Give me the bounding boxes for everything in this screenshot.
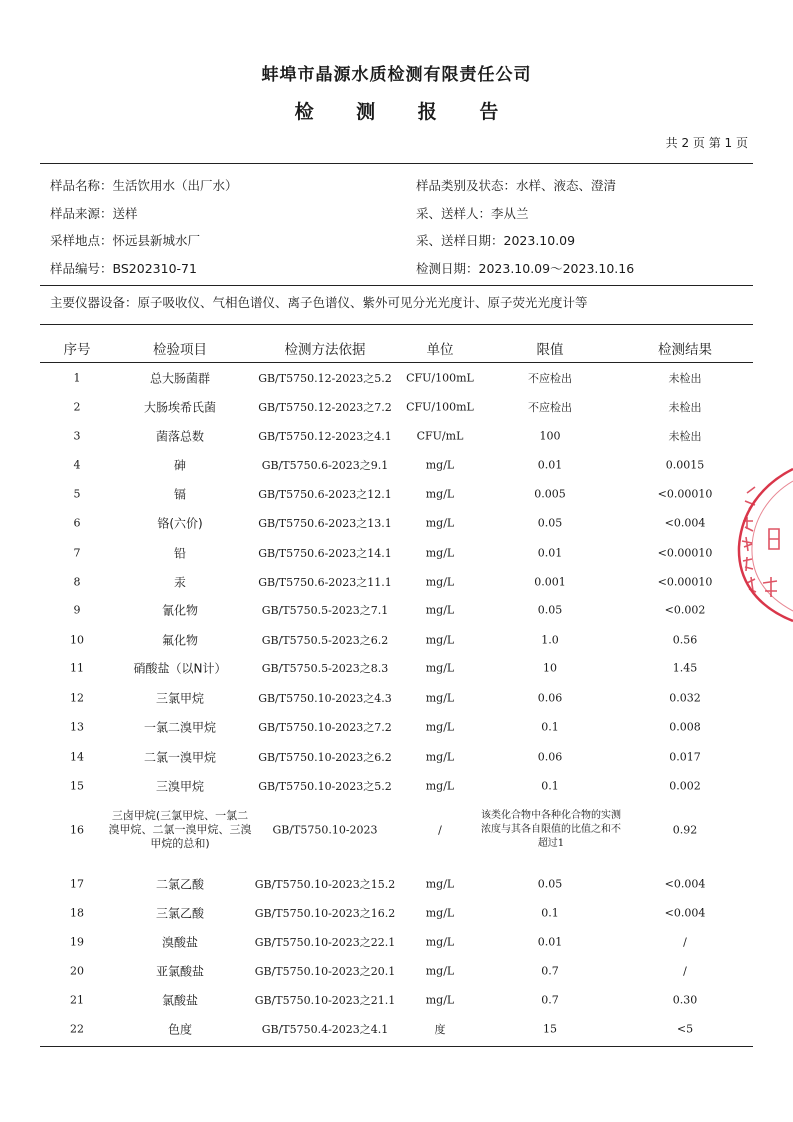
- cell-limit: 0.06: [537, 750, 563, 764]
- cell-item: 亚氯酸盐: [155, 964, 204, 979]
- cell-unit: /: [438, 823, 442, 837]
- location-value: 怀远县新城水厂: [112, 233, 201, 248]
- source-row: [50, 204, 138, 222]
- sample-type-label: 样品类别及状态：: [416, 178, 517, 193]
- cell-result: 0.0015: [665, 458, 705, 472]
- cell-index: 21: [70, 993, 84, 1007]
- red-seal-stamp: [733, 465, 793, 625]
- cell-limit: 10: [543, 661, 557, 675]
- sample-type-value: 水样、液态、澄清: [516, 178, 617, 193]
- send-date-label: 采、送样日期：: [416, 233, 504, 248]
- cell-limit: 100: [539, 429, 561, 443]
- cell-index: 11: [70, 661, 84, 675]
- cell-item: 三溴甲烷: [155, 779, 204, 794]
- cell-index: 6: [73, 516, 81, 530]
- cell-method: GB/T5750.10-2023之15.2: [254, 878, 396, 891]
- cell-item: 铬(六价): [157, 516, 203, 531]
- cell-limit: 0.7: [541, 964, 559, 978]
- cell-method: GB/T5750.6-2023之12.1: [258, 488, 392, 501]
- divider-table-top: [40, 324, 753, 325]
- send-date-value: 2023.10.09: [503, 233, 576, 248]
- cell-limit: 0.1: [541, 906, 559, 920]
- cell-index: 15: [70, 779, 84, 793]
- divider-header: [40, 362, 753, 363]
- header-result: 检测结果: [658, 342, 712, 358]
- cell-item: 三卤甲烷(三氯甲烷、一氯二溴甲烷、二氯一溴甲烷、三溴甲烷的总和): [108, 809, 252, 850]
- cell-result: 0.032: [669, 691, 701, 705]
- cell-item: 氟化物: [161, 633, 198, 648]
- send-date-row: [416, 231, 575, 249]
- cell-item: 铅: [173, 546, 186, 561]
- cell-method: GB/T5750.6-2023之11.1: [258, 576, 392, 589]
- cell-index: 20: [70, 964, 84, 978]
- cell-unit: 度: [434, 1023, 446, 1036]
- cell-limit: 1.0: [541, 633, 559, 647]
- header-limit: 限值: [536, 342, 564, 358]
- cell-method: GB/T5750.5-2023之7.1: [261, 604, 389, 617]
- cell-result: 0.017: [669, 750, 701, 764]
- cell-item: 二氯乙酸: [155, 877, 204, 892]
- cell-method: GB/T5750.10-2023之20.1: [254, 965, 396, 978]
- sender-value: 李从兰: [491, 206, 529, 221]
- cell-unit: mg/L: [425, 964, 455, 978]
- cell-result: 0.008: [669, 720, 701, 734]
- cell-method: GB/T5750.12-2023之5.2: [258, 372, 392, 385]
- header-index: 序号: [63, 342, 91, 358]
- cell-unit: mg/L: [425, 877, 455, 891]
- cell-result: 1.45: [672, 661, 698, 675]
- cell-index: 8: [73, 575, 81, 589]
- cell-index: 18: [70, 906, 84, 920]
- cell-unit: CFU/mL: [416, 429, 464, 443]
- equipment-line: 主要仪器设备：原子吸收仪、气相色谱仪、离子色谱仪、紫外可见分光光度计、原子荧光光度计等: [50, 295, 588, 310]
- cell-limit: 0.06: [537, 691, 563, 705]
- cell-item: 三氯甲烷: [155, 691, 204, 706]
- cell-unit: mg/L: [425, 487, 455, 501]
- cell-result: 0.002: [669, 779, 701, 793]
- cell-result: 0.56: [672, 633, 698, 647]
- cell-item: 菌落总数: [155, 429, 204, 444]
- sample-name-label: 样品名称：: [50, 178, 113, 193]
- divider-info: [40, 285, 753, 286]
- test-date-value: 2023.10.09～2023.10.16: [478, 261, 635, 276]
- cell-result: <0.002: [664, 603, 706, 617]
- sample-type-row: [416, 176, 616, 194]
- cell-limit: 0.7: [541, 993, 559, 1007]
- cell-result: /: [683, 964, 687, 978]
- cell-index: 16: [70, 823, 84, 837]
- cell-method: GB/T5750.6-2023之9.1: [261, 459, 389, 472]
- cell-limit: 0.001: [534, 575, 566, 589]
- cell-method: GB/T5750.10-2023之5.2: [258, 780, 392, 793]
- cell-unit: mg/L: [425, 516, 455, 530]
- cell-index: 9: [73, 603, 81, 617]
- cell-result: <0.004: [664, 516, 706, 530]
- cell-method: GB/T5750.5-2023之6.2: [261, 634, 389, 647]
- cell-unit: CFU/100mL: [406, 371, 474, 385]
- cell-method: GB/T5750.12-2023之4.1: [258, 430, 392, 443]
- cell-index: 22: [70, 1022, 84, 1036]
- cell-limit: 不应检出: [528, 401, 572, 414]
- cell-index: 2: [73, 400, 81, 414]
- cell-result: 0.92: [672, 823, 698, 837]
- cell-item: 汞: [173, 575, 186, 590]
- cell-item: 溴酸盐: [161, 935, 198, 950]
- cell-item: 氰化物: [161, 603, 198, 618]
- cell-unit: mg/L: [425, 633, 455, 647]
- cell-result: /: [683, 935, 687, 949]
- cell-unit: mg/L: [425, 575, 455, 589]
- cell-item: 一氯二溴甲烷: [143, 720, 216, 735]
- cell-item: 镉: [173, 487, 186, 502]
- cell-unit: mg/L: [425, 935, 455, 949]
- cell-result: 未检出: [668, 401, 702, 414]
- cell-limit: 0.05: [537, 603, 563, 617]
- cell-method: GB/T5750.5-2023之8.3: [261, 662, 389, 675]
- sender-label: 采、送样人：: [416, 206, 492, 221]
- cell-method: GB/T5750.6-2023之14.1: [258, 547, 392, 560]
- cell-method: GB/T5750.10-2023之4.3: [258, 692, 392, 705]
- cell-unit: mg/L: [425, 906, 455, 920]
- sample-no-row: [50, 259, 197, 277]
- cell-limit: 0.01: [537, 458, 563, 472]
- sender-row: [416, 204, 529, 222]
- cell-result: <5: [676, 1022, 694, 1036]
- cell-index: 10: [70, 633, 84, 647]
- cell-unit: mg/L: [425, 661, 455, 675]
- header-method: 检测方法依据: [284, 342, 366, 358]
- source-value: 送样: [112, 206, 138, 221]
- sample-no-value: BS202310-71: [112, 261, 197, 276]
- cell-unit: CFU/100mL: [406, 400, 474, 414]
- cell-item: 二氯一溴甲烷: [143, 750, 216, 765]
- cell-method: GB/T5750.10-2023之7.2: [258, 721, 392, 734]
- cell-result: <0.00010: [657, 487, 713, 501]
- cell-result: <0.004: [664, 877, 706, 891]
- cell-unit: mg/L: [425, 691, 455, 705]
- cell-index: 4: [73, 458, 81, 472]
- cell-unit: mg/L: [425, 546, 455, 560]
- cell-limit: 15: [543, 1022, 557, 1036]
- cell-result: 未检出: [668, 372, 702, 385]
- cell-limit: 0.1: [541, 720, 559, 734]
- cell-method: GB/T5750.10-2023: [272, 823, 378, 837]
- sample-name-row: [50, 176, 238, 194]
- cell-item: 三氯乙酸: [155, 906, 204, 921]
- divider-table-bottom: [40, 1046, 753, 1047]
- cell-method: GB/T5750.10-2023之21.1: [254, 994, 396, 1007]
- header-unit: 单位: [426, 342, 454, 358]
- cell-unit: mg/L: [425, 993, 455, 1007]
- cell-limit: 0.01: [537, 546, 563, 560]
- cell-item: 砷: [173, 458, 186, 473]
- cell-index: 13: [70, 720, 84, 734]
- company-name: 蚌埠市晶源水质检测有限责任公司: [261, 65, 532, 85]
- cell-limit: 0.1: [541, 779, 559, 793]
- cell-method: GB/T5750.10-2023之6.2: [258, 751, 392, 764]
- cell-result: 未检出: [668, 430, 702, 443]
- cell-limit: 0.05: [537, 877, 563, 891]
- cell-limit: 0.005: [534, 487, 566, 501]
- cell-result: <0.00010: [657, 546, 713, 560]
- cell-index: 7: [73, 546, 81, 560]
- test-date-row: [416, 259, 634, 277]
- cell-index: 14: [70, 750, 84, 764]
- page-number: 共 2 页 第 1 页: [665, 136, 748, 150]
- divider-top: [40, 163, 753, 164]
- cell-unit: mg/L: [425, 458, 455, 472]
- cell-index: 12: [70, 691, 84, 705]
- cell-limit: 不应检出: [528, 372, 572, 385]
- cell-limit: 0.05: [537, 516, 563, 530]
- cell-item: 总大肠菌群: [149, 371, 210, 386]
- cell-unit: mg/L: [425, 779, 455, 793]
- location-row: [50, 231, 200, 249]
- cell-limit: 0.01: [537, 935, 563, 949]
- cell-item: 硝酸盐（以N计）: [133, 661, 227, 676]
- cell-index: 5: [73, 487, 81, 501]
- cell-method: GB/T5750.4-2023之4.1: [261, 1023, 389, 1036]
- source-label: 样品来源：: [50, 206, 113, 221]
- cell-unit: mg/L: [425, 603, 455, 617]
- sample-name-value: 生活饮用水（出厂水）: [112, 178, 238, 193]
- header-item: 检验项目: [153, 342, 207, 358]
- sample-no-label: 样品编号：: [50, 261, 113, 276]
- cell-method: GB/T5750.12-2023之7.2: [258, 401, 392, 414]
- cell-index: 3: [73, 429, 81, 443]
- report-title: 检 测 报 告: [294, 101, 517, 123]
- cell-result: <0.004: [664, 906, 706, 920]
- cell-result: <0.00010: [657, 575, 713, 589]
- cell-index: 1: [73, 371, 81, 385]
- test-date-label: 检测日期：: [416, 261, 479, 276]
- cell-item: 色度: [167, 1022, 192, 1037]
- cell-index: 17: [70, 877, 84, 891]
- cell-method: GB/T5750.10-2023之16.2: [254, 907, 396, 920]
- cell-limit: 该类化合物中各种化合物的实测浓度与其各自限值的比值之和不超过1: [481, 810, 621, 849]
- cell-result: 0.30: [672, 993, 698, 1007]
- cell-unit: mg/L: [425, 750, 455, 764]
- cell-item: 大肠埃希氏菌: [143, 400, 216, 415]
- cell-method: GB/T5750.10-2023之22.1: [254, 936, 396, 949]
- cell-method: GB/T5750.6-2023之13.1: [258, 517, 392, 530]
- cell-unit: mg/L: [425, 720, 455, 734]
- cell-item: 氯酸盐: [161, 993, 198, 1008]
- location-label: 采样地点：: [50, 233, 113, 248]
- cell-index: 19: [70, 935, 84, 949]
